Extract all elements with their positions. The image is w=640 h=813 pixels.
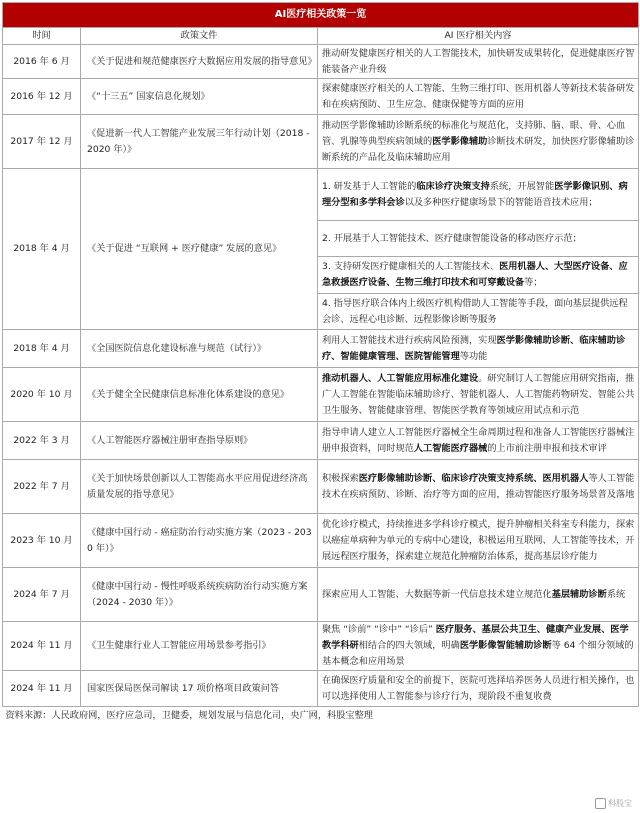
content-text: 积极探索: [322, 472, 359, 484]
header-doc: 政策文件: [81, 28, 318, 45]
cell-content: [318, 368, 639, 422]
content-text: 以及多种医疗健康场景下的智能语音技术应用；: [404, 196, 598, 208]
table-row: [3, 671, 639, 707]
content-text: 系统: [606, 588, 626, 600]
header-content: AI 医疗相关内容: [318, 28, 639, 45]
cell-policy-document: 《关于加快场景创新以人工智能高水平应用促进经济高质量发展的指导意见》: [81, 460, 318, 514]
content-text: 1. 研发基于人工智能的: [322, 180, 417, 192]
cell-content: [318, 294, 639, 330]
cell-content: [318, 514, 639, 568]
watermark-logo-icon: [595, 798, 606, 809]
policy-table: [2, 2, 639, 725]
content-emphasis: 临床诊疗决策支持: [416, 180, 490, 192]
table-row: [3, 368, 639, 422]
cell-policy-document: 《人工智能医疗器械注册审查指导原则》: [81, 422, 318, 460]
content-text: 推动医学影像辅助诊断系统的标准化与规范化，支持肺、脑、眼、骨、心血管、乳腺等典型疾病领域的: [322, 119, 626, 147]
watermark-text: 科股宝: [608, 799, 632, 808]
content-emphasis: 医学影像智能辅助诊断: [459, 640, 552, 651]
table-row: [3, 330, 639, 368]
content-text: 等；: [524, 277, 543, 288]
content-text: 等功能: [459, 350, 488, 362]
content-text: 2. 开展基于人工智能技术、医疗健康智能设备的移动医疗示范；: [322, 232, 582, 244]
table-row: [3, 45, 639, 79]
content-text: 推动研发健康医疗相关的人工智能技术，加快研发成果转化，促进健康医疗智能装备产业升级: [322, 47, 635, 75]
content-text: 诊断技术研发，加快医疗影像辅助诊断系统的产品化及临床辅助应用: [322, 135, 635, 163]
content-text: 系统，开展智能: [489, 180, 555, 192]
table-row: [3, 79, 639, 115]
content-emphasis: 医学影像辅助: [432, 135, 488, 147]
cell-content: [318, 330, 639, 368]
cell-policy-document: 《关于健全全民健康信息标准化体系建设的意见》: [81, 368, 318, 422]
cell-time: 2017 年 12 月: [3, 115, 81, 169]
cell-policy-document: 《促进新一代人工智能产业发展三年行动计划（2018 - 2020 年）》: [81, 115, 318, 169]
content-text: 等人工智能技术在疾病预防、诊断、治疗等方面的应用，推动智能医疗服务场景普及落地: [322, 472, 635, 500]
cell-content: [318, 79, 639, 115]
cell-policy-document: 国家医保局医保司解读 17 项价格项目政策问答: [81, 671, 318, 707]
cell-policy-document: 《卫生健康行业人工智能应用场景参考指引》: [81, 622, 318, 671]
cell-content: [318, 221, 639, 257]
cell-time: 2022 年 7 月: [3, 460, 81, 514]
cell-policy-document: 《健康中国行动 - 慢性呼吸系统疾病防治行动实施方案（2024 - 2030 年）》: [81, 568, 318, 622]
cell-content: [318, 671, 639, 707]
content-emphasis: 医用机器人、大型医疗设备、应急救援医疗设备、生物三维打印技术和可穿戴设备: [322, 261, 628, 288]
content-text: 相结合的四大领域，明确: [358, 640, 460, 651]
content-text: 。研究制订人工智能应用研究指南，推广人工智能在智能临床辅助诊疗、智能机器人、人工智能药物研发、智能公共卫生服务、智能健康管理、智能医学教育等领域应用试点和示范: [322, 372, 635, 416]
cell-time: 2024 年 11 月: [3, 622, 81, 671]
content-emphasis: 医疗服务、基层公共卫生、健康产业发展、医学教学科研: [322, 624, 629, 651]
content-emphasis: 推动机器人、人工智能应用标准化建设: [322, 372, 479, 384]
content-text: 指导申请人建立人工智能医疗器械全生命周期过程和准备人工智能医疗器械注册申报资料，同时规范: [322, 426, 635, 454]
cell-time: 2024 年 7 月: [3, 568, 81, 622]
cell-time: 2018 年 4 月: [3, 330, 81, 368]
content-emphasis: 人工智能医疗器械: [413, 442, 488, 454]
content-text: 3. 支持研发医疗健康相关的人工智能技术、: [322, 261, 500, 272]
cell-time: 2023 年 10 月: [3, 514, 81, 568]
cell-content: [318, 45, 639, 79]
cell-time: 2016 年 12 月: [3, 79, 81, 115]
content-text: 利用人工智能技术进行疾病风险预测，实现: [322, 334, 497, 346]
content-emphasis: 医学影像辅助诊断、临床辅助诊疗、智能健康管理、医院智能管理: [322, 334, 626, 362]
cell-content: [318, 568, 639, 622]
content-text: 4. 指导医疗联合体内上级医疗机构借助人工智能等手段，面向基层提供远程会诊、远程心电诊断、远程影像诊断等服务: [322, 297, 628, 325]
content-text: 优化诊疗模式，持续推进多学科诊疗模式，提升肿瘤相关科室专科能力，探索以癌症单病种为单元的专病中心建设，积极运用互联网、人工智能等技术，开展远程医疗服务，探索建立规范化肿瘤防治体系，提高基层诊疗能力: [322, 518, 635, 562]
cell-time: 2018 年 4 月: [3, 169, 81, 330]
cell-content: [318, 422, 639, 460]
content-text: 的上市前注册申报和技术审评: [487, 442, 607, 454]
table-row: [3, 514, 639, 568]
source-note: 资料来源：人民政府网，医疗应急司，卫健委，规划发展与信息化司，央广网，科股宝整理: [5, 710, 373, 721]
header-row: [3, 28, 639, 45]
cell-policy-document: 《关于促进和规范健康医疗大数据应用发展的指导意见》: [81, 45, 318, 79]
content-text: 在确保医疗质量和安全的前提下，医院可选择培养医务人员进行相关操作，也可以选择使用人工智能参与诊疗行为，现阶段不重复收费: [322, 674, 635, 702]
table-row: [3, 622, 639, 671]
table-row: [3, 568, 639, 622]
table-row: [3, 422, 639, 460]
table-row: [3, 115, 639, 169]
cell-content: [318, 460, 639, 514]
cell-content: [318, 622, 639, 671]
content-text: 等 64 个细分领域的基本概念和应用场景: [322, 640, 634, 667]
content-emphasis: 基层辅助诊断: [551, 588, 607, 600]
content-text: 探索应用人工智能、大数据等新一代信息技术建立规范化: [322, 588, 552, 600]
cell-time: 2016 年 6 月: [3, 45, 81, 79]
table-row: [3, 460, 639, 514]
content-text: 聚焦 “诊前” “诊中” “诊后”: [322, 624, 436, 635]
cell-content: [318, 115, 639, 169]
content-text: 探索健康医疗相关的人工智能、生物三维打印、医用机器人等新技术装备研发和在疾病预防、卫生应急、健康保健等方面的应用: [322, 82, 635, 110]
cell-time: 2024 年 11 月: [3, 671, 81, 707]
cell-policy-document: 《“十三五” 国家信息化规划》: [81, 79, 318, 115]
table-title: AI医疗相关政策一览: [3, 3, 639, 28]
cell-content: [318, 169, 639, 221]
cell-time: 2020 年 10 月: [3, 368, 81, 422]
cell-policy-document: 《关于促进 “互联网 + 医疗健康” 发展的意见》: [81, 169, 318, 330]
content-emphasis: 医学影像识别、病理分型和多学科会诊: [322, 180, 628, 208]
cell-policy-document: 《健康中国行动 - 癌症防治行动实施方案（2023 - 2030 年）》: [81, 514, 318, 568]
table-row: [3, 169, 639, 221]
content-emphasis: 医疗影像辅助诊断、临床诊疗决策支持系统、医用机器人: [358, 472, 589, 484]
cell-policy-document: 《全国医院信息化建设标准与规范（试行）》: [81, 330, 318, 368]
cell-time: 2022 年 3 月: [3, 422, 81, 460]
watermark: [595, 798, 632, 809]
cell-content: [318, 257, 639, 294]
header-time: 时间: [3, 28, 81, 45]
